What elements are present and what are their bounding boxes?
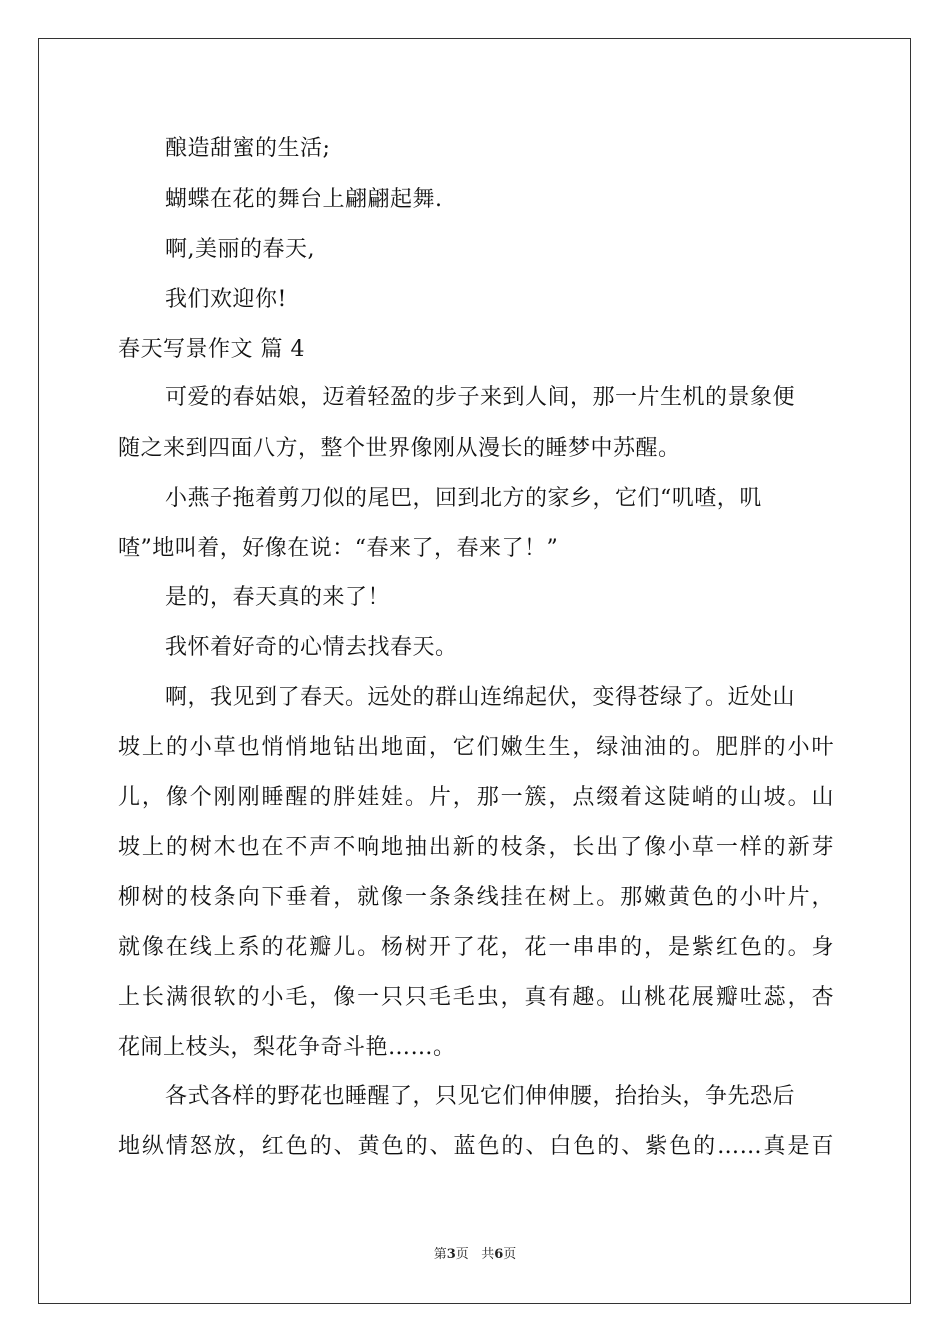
page-border	[38, 38, 911, 1304]
paragraph-5-line-8: 花闹上枝头，梨花争奇斗艳……。	[118, 1035, 456, 1060]
paragraph-2-line-2: 喳”地叫着，好像在说：“春来了，春来了！”	[118, 536, 559, 561]
paragraph-5-line-7: 上长满很软的小毛，像一只只毛毛虫，真有趣。山桃花展瓣吐蕊，杏	[118, 985, 834, 1010]
paragraph-2-line-1: 小燕子拖着剪刀似的尾巴，回到北方的家乡，它们“叽喳，叽	[165, 486, 762, 511]
paragraph-6-line-2: 地纵情怒放，红色的、黄色的、蓝色的、白色的、紫色的……真是百	[118, 1134, 834, 1159]
paragraph-5-line-2: 坡上的小草也悄悄地钻出地面，它们嫩生生，绿油油的。肥胖的小叶	[118, 735, 834, 760]
section-heading: 春天写景作文 篇 4	[118, 337, 305, 362]
footer-page-total: 6	[494, 1247, 504, 1262]
paragraph-5-line-1: 啊，我见到了春天。远处的群山连绵起伏，变得苍绿了。近处山	[165, 685, 796, 710]
footer-total-suffix: 页	[503, 1247, 517, 1262]
poem-line-3: 啊,美丽的春天,	[165, 237, 315, 262]
poem-line-4: 我们欢迎你!	[165, 287, 287, 312]
poem-line-1: 酿造甜蜜的生活;	[165, 136, 331, 161]
paragraph-5-line-4: 坡上的树木也在不声不响地抽出新的枝条，长出了像小草一样的新芽	[118, 835, 834, 860]
paragraph-6-line-1: 各式各样的野花也睡醒了，只见它们伸伸腰，抬抬头，争先恐后	[165, 1084, 796, 1109]
poem-line-2: 蝴蝶在花的舞台上翩翩起舞.	[165, 187, 443, 212]
footer-page-current: 3	[446, 1247, 456, 1262]
paragraph-5-line-6: 就像在线上系的花瓣儿。杨树开了花，花一串串的，是紫红色的。身	[118, 935, 834, 960]
footer-page-prefix: 第	[433, 1247, 447, 1262]
footer-page-suffix: 页	[455, 1247, 469, 1262]
paragraph-5-line-3: 儿，像个刚刚睡醒的胖娃娃。片，那一簇，点缀着这陡峭的山坡。山	[118, 785, 834, 810]
paragraph-1-line-1: 可爱的春姑娘，迈着轻盈的步子来到人间，那一片生机的景象便	[165, 385, 796, 410]
paragraph-4: 我怀着好奇的心情去找春天。	[165, 635, 458, 660]
footer-total-prefix: 共	[481, 1247, 495, 1262]
paragraph-3: 是的，春天真的来了！	[165, 585, 391, 610]
paragraph-1-line-2: 随之来到四面八方，整个世界像刚从漫长的睡梦中苏醒。	[118, 436, 681, 461]
paragraph-5-line-5: 柳树的枝条向下垂着，就像一条条线挂在树上。那嫩黄色的小叶片，	[118, 885, 834, 910]
page-footer	[0, 1246, 950, 1264]
